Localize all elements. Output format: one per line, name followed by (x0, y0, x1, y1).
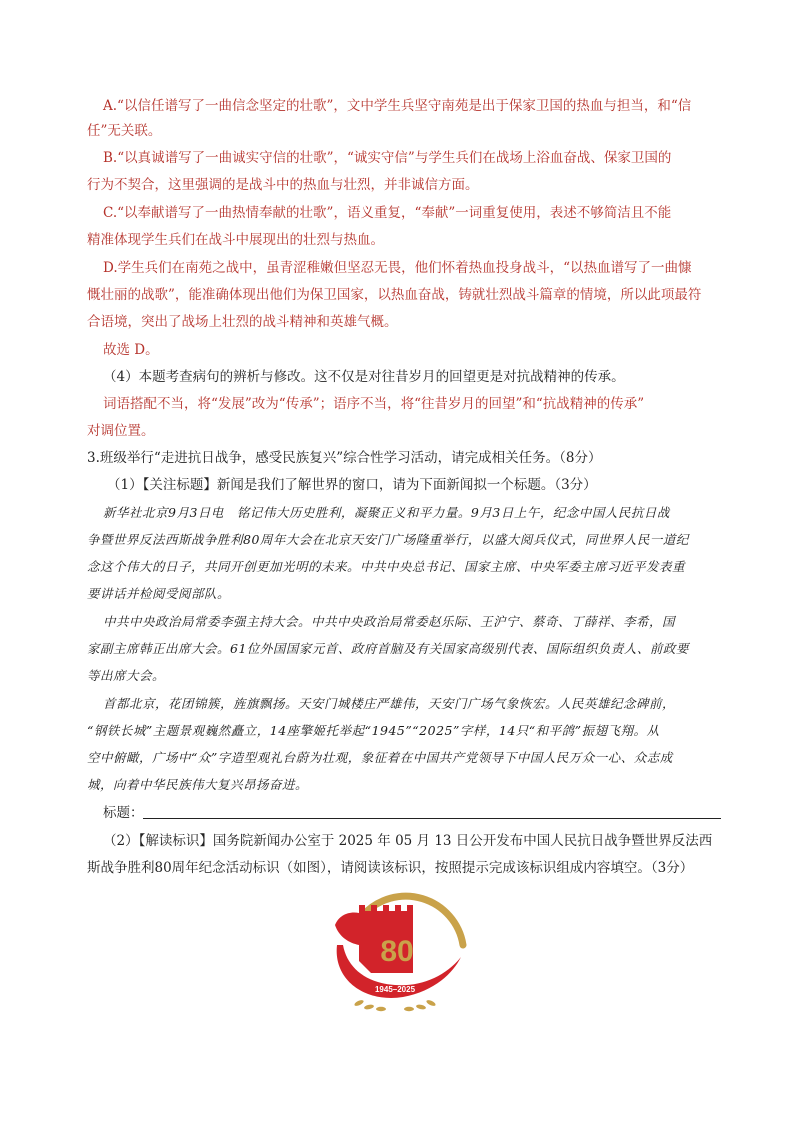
text-line-news11: 城，向着中华民族伟大复兴昂扬奋进。 (87, 777, 309, 792)
text-line-optB2: 行为不契合，这里强调的是战斗中的热血与壮烈，并非诚信方面。 (87, 177, 479, 193)
text-line-optC2: 精准体现学生兵们在战斗中展现出的壮烈与热血。 (87, 232, 384, 248)
emblem-number: 80 (380, 935, 414, 968)
text-line-q3_2a: （2）【解读标识】国务院新闻办公室于 2025 年 05 月 13 日公开发布中国人民抗日战争暨世界反法西 (103, 833, 713, 849)
laurel-icon (354, 999, 437, 1011)
text-line-q3: 3.班级举行“走进抗日战争，感受民族复兴”综合性学习活动，请完成相关任务。（8分） (87, 450, 602, 466)
text-line-news3: 念这个伟大的日子，共同开创更加光明的未来。中共中央总书记、国家主席、中央军委主席习近平发表重 (87, 559, 686, 574)
text-line-news2: 争暨世界反法西斯战争胜利80周年大会在北京天安门广场隆重举行，以盛大阅兵仪式，同世界人民一道纪 (87, 532, 689, 547)
text-line-optC1: C.“以奉献谱写了一曲热情奉献的壮歌”，语义重复，“奉献”一词重复使用，表述不够简洁且不能 (103, 205, 672, 221)
text-line-news5: 中共中央政治局常委李强主持大会。中共中央政治局常委赵乐际、王沪宁、蔡奇、丁薛祥、李希，国 (103, 614, 676, 629)
text-line-q4: （4）本题考查病句的辨析与修改。这不仅是对往昔岁月的回望更是对抗战精神的传承。 (103, 369, 625, 385)
text-line-optA2: 任”无关联。 (87, 123, 162, 139)
text-line-news8: 首都北京，花团锦簇，旌旗飘扬。天安门城楼庄严雄伟，天安门广场气象恢宏。人民英雄纪念碑前， (103, 696, 676, 711)
text-line-q3_1: （1）【关注标题】新闻是我们了解世界的窗口，请为下面新闻拟一个标题。（3分） (107, 477, 597, 493)
text-line-news7: 等出席大会。 (87, 668, 166, 683)
text-line-optA1: A.“以信任谱写了一曲信念坚定的壮歌”，文中学生兵坚守南苑是出于保家卫国的热血与担当，和“信 (103, 98, 692, 114)
text-line-choose: 故选 D。 (103, 342, 159, 358)
text-line-news1: 新华社北京9月3日电 铭记伟大历史胜利，凝聚正义和平力量。9月3日上午，纪念中国人民抗日战 (103, 505, 670, 520)
red-wing (335, 913, 359, 946)
text-line-optB1: B.“以真诚谱写了一曲诚实守信的壮歌”，“诚实守信”与学生兵们在战场上浴血奋战、保家卫国的 (103, 150, 672, 166)
text-line-news10: 空中俯瞰，广场中“众”字造型观礼台蔚为壮观，象征着在中国共产党领导下中国人民万众一心、众志成 (87, 750, 673, 765)
text-line-titleLabel: 标题： (103, 805, 144, 821)
text-line-news6: 家副主席韩正出席大会。61位外国国家元首、政府首脑及有关国家高级别代表、国际组织负责人、前政要 (87, 641, 689, 656)
text-line-news9: “钢铁长城”主题景观巍然矗立，14座擎姬托举起“1945”“2025”字样，14只“和平鸽”振翅飞翔。从 (87, 723, 660, 738)
text-line-q3_2b: 斯战争胜利80周年纪念活动标识（如图），请阅读该标识，按照提示完成该标识组成内容填空。（3分） (87, 860, 694, 876)
text-line-q4ans2: 对调位置。 (87, 423, 155, 439)
text-line-optD2: 慨壮丽的战歌”，能准确体现出他们为保卫国家，以热血奋战，铸就壮烈战斗篇章的情境，所以此项最符 (87, 287, 702, 303)
text-line-optD1: D.学生兵们在南苑之战中，虽青涩稚嫩但坚忍无畏，他们怀着热血投身战斗，“以热血谱写了一曲慷 (103, 260, 692, 276)
text-line-news4: 要讲话并检阅受阅部队。 (87, 586, 231, 601)
anniversary-emblem (325, 885, 475, 1015)
text-line-q4ans1: 词语搭配不当，将“发展”改为“传承”；语序不当，将“往昔岁月的回望”和“抗战精神的传承” (103, 396, 645, 412)
title-answer-line[interactable] (143, 818, 721, 819)
emblem-years: 1945–2025 (374, 985, 416, 994)
text-line-optD3: 合语境，突出了战场上壮烈的战斗精神和英雄气概。 (87, 314, 398, 330)
